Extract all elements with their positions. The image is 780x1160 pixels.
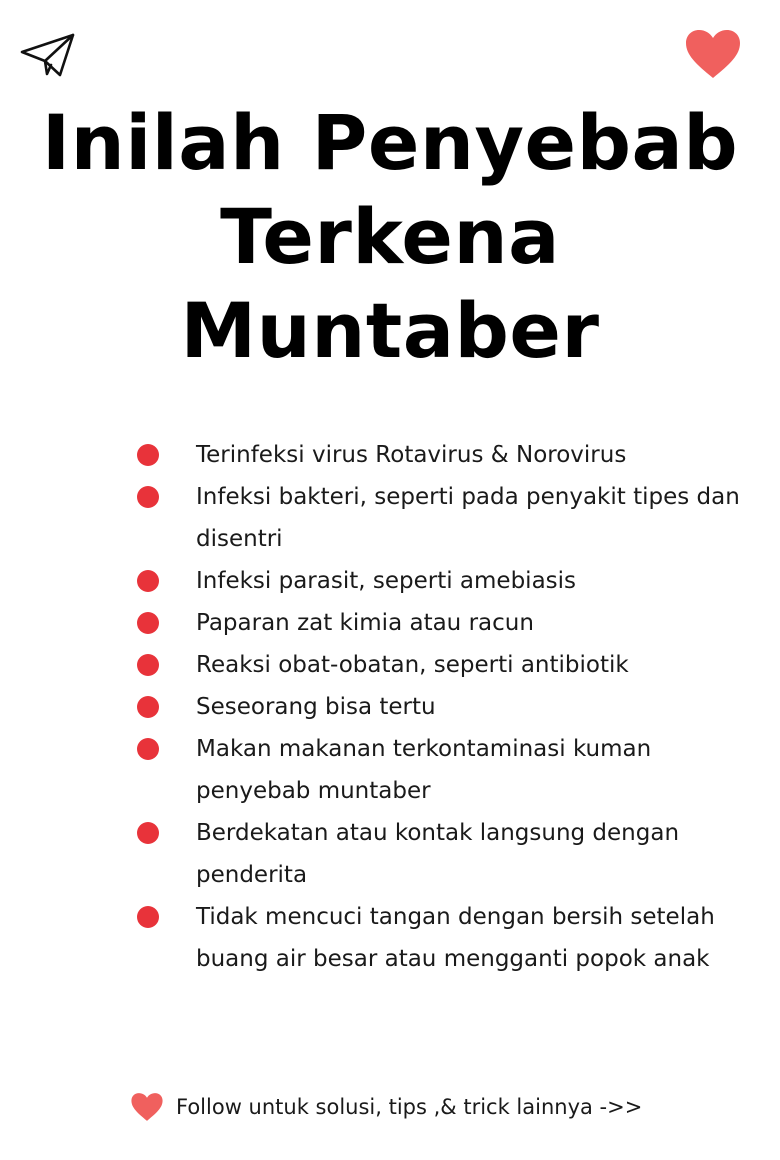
bullet-dot-icon xyxy=(137,738,159,760)
list-item-text: Seseorang bisa tertu xyxy=(196,694,436,720)
list-item xyxy=(0,434,780,476)
list-item xyxy=(0,560,780,602)
list-item-text: Infeksi bakteri, seperti pada penyakit tipes dan disentri xyxy=(196,484,740,552)
follow-text: Follow untuk solusi, tips ,& trick lainnya ->> xyxy=(176,1095,643,1119)
list-item xyxy=(0,896,780,980)
bullet-dot-icon xyxy=(137,822,159,844)
bullet-dot-icon xyxy=(137,570,159,592)
list-item-text: Berdekatan atau kontak langsung dengan penderita xyxy=(196,820,680,888)
bullet-dot-icon xyxy=(137,696,159,718)
like-button[interactable] xyxy=(684,28,742,80)
list-item xyxy=(0,812,780,896)
heart-icon xyxy=(684,28,742,80)
list-item xyxy=(0,686,780,728)
causes-list xyxy=(0,434,780,980)
bullet-dot-icon xyxy=(137,444,159,466)
paper-plane-icon xyxy=(18,30,78,80)
title-line-2: Terkena xyxy=(220,192,560,281)
title-line-1: Inilah Penyebab xyxy=(41,98,739,187)
list-item-text: Reaksi obat-obatan, seperti antibiotik xyxy=(196,652,629,678)
list-item-text: Infeksi parasit, seperti amebiasis xyxy=(196,568,577,594)
list-item xyxy=(0,476,780,560)
share-button[interactable] xyxy=(18,30,78,80)
list-item xyxy=(0,644,780,686)
bullet-dot-icon xyxy=(137,612,159,634)
bullet-dot-icon xyxy=(137,906,159,928)
list-item xyxy=(0,728,780,812)
heart-icon xyxy=(130,1092,164,1122)
page-title xyxy=(0,96,780,378)
follow-footer[interactable] xyxy=(0,1088,780,1128)
list-item-text: Paparan zat kimia atau racun xyxy=(196,610,534,636)
bullet-dot-icon xyxy=(137,654,159,676)
list-item-text: Terinfeksi virus Rotavirus & Norovirus xyxy=(196,442,627,468)
list-item-text: Makan makanan terkontaminasi kuman penyebab muntaber xyxy=(196,736,652,804)
bullet-dot-icon xyxy=(137,486,159,508)
list-item-text: Tidak mencuci tangan dengan bersih setelah buang air besar atau mengganti popok anak xyxy=(196,904,715,972)
list-item xyxy=(0,602,780,644)
title-line-3: Muntaber xyxy=(180,286,600,375)
